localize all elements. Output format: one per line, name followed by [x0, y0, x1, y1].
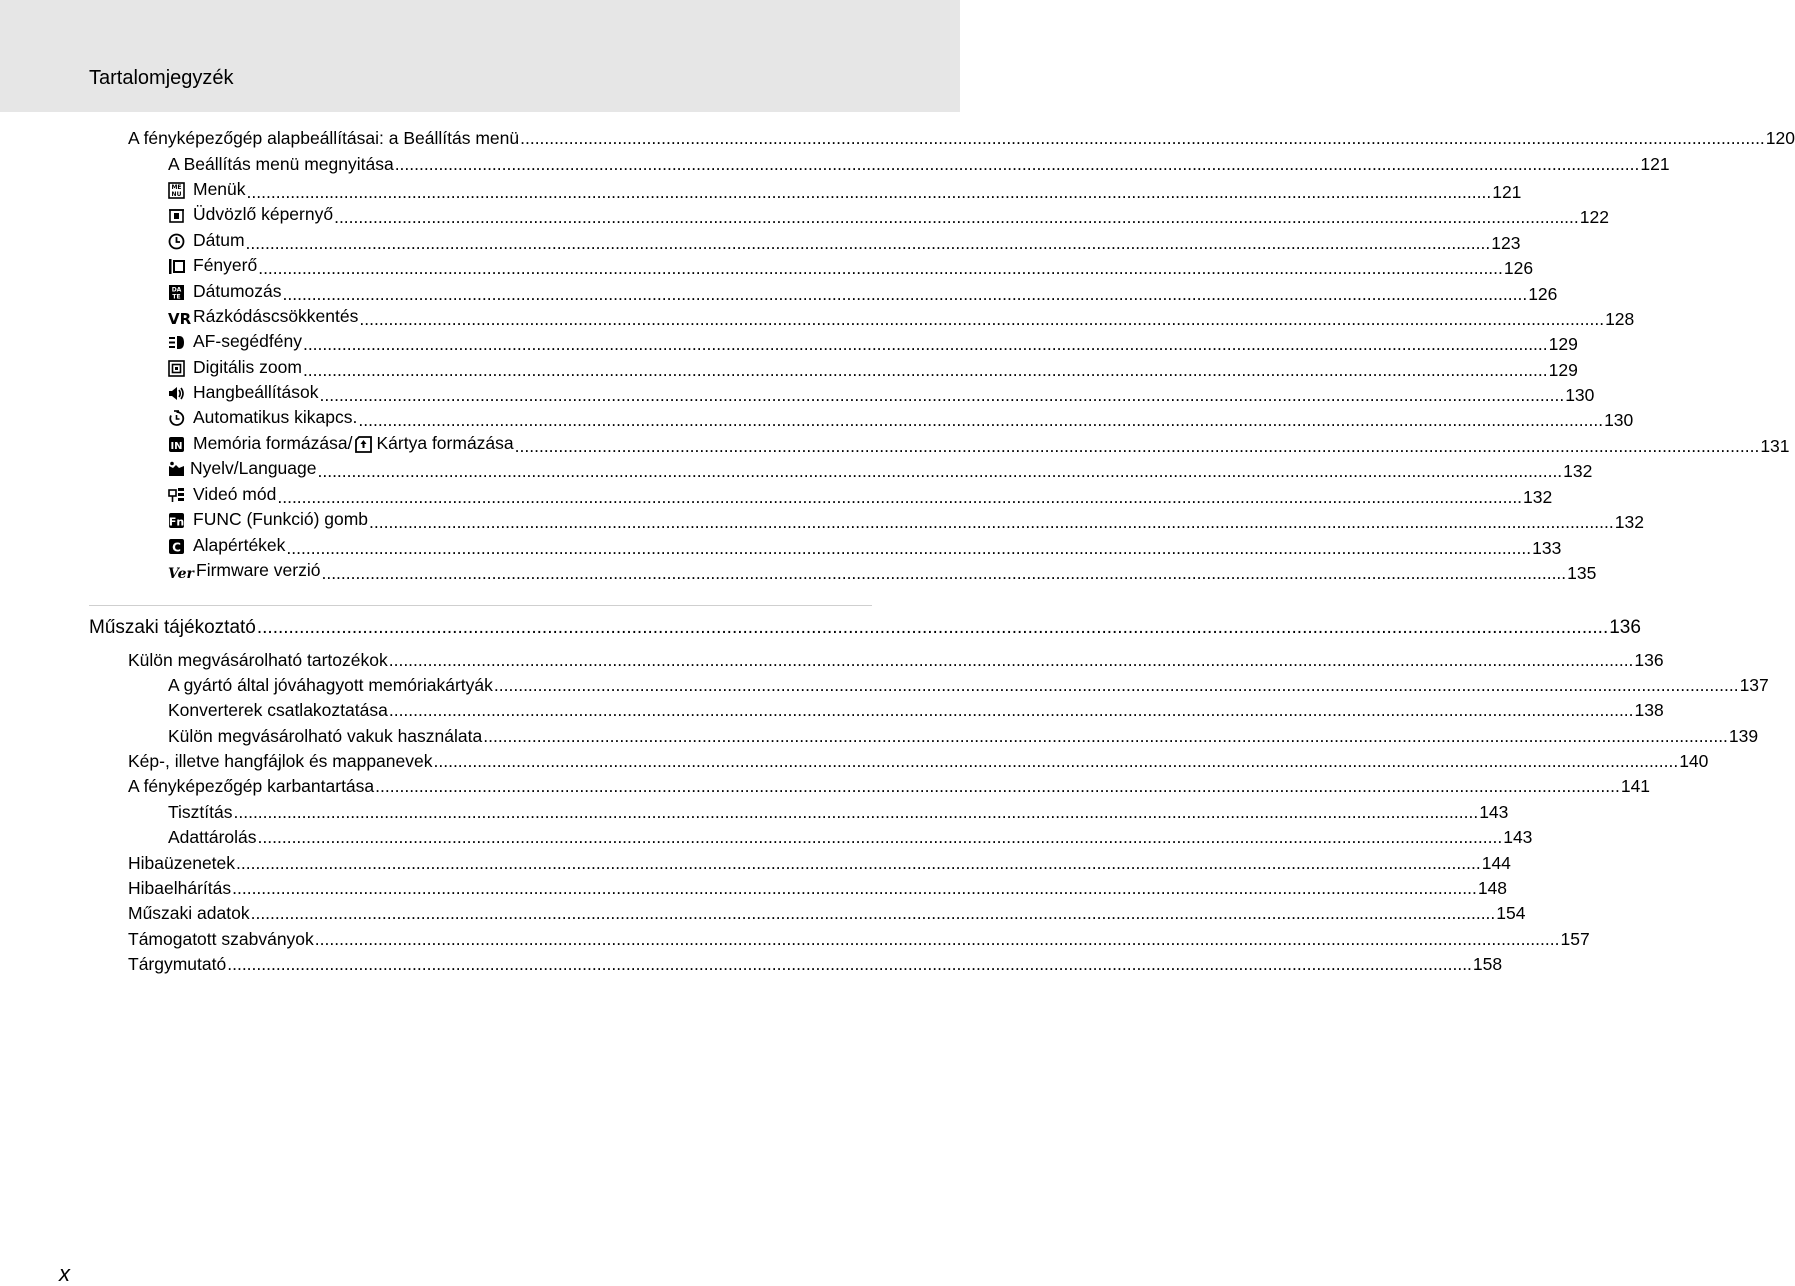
leader-dots: [359, 308, 1604, 330]
toc-entry-open-setup[interactable]: [168, 153, 1670, 175]
toc-entry-page: 158: [1472, 954, 1503, 974]
digital-zoom-icon: [168, 360, 185, 377]
toc-entry-optional-flash[interactable]: [168, 725, 1759, 747]
toc-entry-page: 141: [1620, 776, 1651, 796]
toc-entry-page: 139: [1728, 726, 1759, 746]
video-mode-icon: [168, 487, 185, 504]
toc-entry-label: Tárgymutató: [128, 954, 227, 974]
toc-entry-label: Konverterek csatlakoztatása: [168, 700, 388, 720]
leader-dots: [303, 359, 1548, 381]
leader-dots: [286, 537, 1531, 559]
toc-entry-cleaning[interactable]: [168, 801, 1509, 823]
toc-entry-label: A Beállítás menü megnyitása: [168, 154, 394, 174]
toc-entry-page: 137: [1739, 675, 1769, 695]
leader-dots: [303, 333, 1548, 355]
toc-entry-label: Üdvözlő képernyő: [193, 204, 334, 224]
toc-entry-label: A fényképezőgép alapbeállításai: a Beállítás menü: [128, 128, 520, 148]
leader-dots: [283, 283, 1528, 305]
toc-entry-page: 143: [1479, 802, 1509, 822]
toc-entry-label: Digitális zoom: [193, 357, 302, 377]
toc-entry-auto-off[interactable]: [168, 406, 1634, 431]
toc-entry-label: Videó mód: [193, 484, 277, 504]
svg-text:IN: IN: [170, 440, 183, 452]
leader-dots: [277, 486, 1522, 508]
toc-entry-page: 126: [1528, 283, 1558, 304]
toc-entry-page: 144: [1481, 853, 1511, 873]
toc-entry-label: Firmware verzió: [196, 560, 321, 580]
reset-icon: [168, 538, 185, 555]
toc-entry-label: A fényképezőgép karbantartása: [128, 776, 375, 796]
toc-entry-page: 122: [1579, 206, 1609, 227]
section-divider: [89, 605, 872, 606]
leader-dots: [317, 460, 1562, 482]
leader-dots: [520, 127, 1765, 149]
toc-entry-page: 148: [1477, 878, 1508, 898]
toc-entry-label: Támogatott szabványok: [128, 929, 314, 949]
clock-icon: [168, 233, 185, 250]
toc-entry-label: Hibaelhárítás: [128, 878, 232, 898]
toc-entry-label: Műszaki tájékoztató: [89, 617, 256, 638]
toc-entry-page: 136: [1609, 617, 1641, 638]
toc-entry-index[interactable]: [128, 953, 1503, 975]
leader-dots: [232, 877, 1477, 899]
toc-entry-page: 126: [1503, 257, 1534, 278]
toc-entry-label: Fényerő: [193, 255, 258, 275]
language-icon: [168, 461, 182, 478]
svg-text:ME: ME: [171, 183, 182, 191]
memory-card-icon: [355, 436, 372, 453]
leader-dots: [389, 649, 1634, 671]
toc-entry-page: 154: [1496, 903, 1526, 923]
toc-entry-label: Hangbeállítások: [193, 382, 319, 402]
toc-entry-af-assist[interactable]: [168, 330, 1578, 355]
leader-dots: [236, 852, 1481, 874]
toc-entry-optional-accessories[interactable]: [128, 649, 1664, 671]
page-number: x: [59, 1261, 70, 1286]
toc-entry-page: 131: [1760, 435, 1790, 456]
speaker-icon: [168, 385, 185, 402]
toc-entry-label: Alapértékek: [193, 535, 286, 555]
leader-dots: [257, 617, 1608, 639]
header-band: [0, 0, 960, 112]
leader-dots: [321, 562, 1566, 584]
svg-text:VR: VR: [168, 309, 192, 328]
toc-entry-page: 121: [1640, 154, 1670, 174]
toc-entry-approved-cards[interactable]: [168, 674, 1769, 696]
toc-entry-page: 128: [1605, 308, 1635, 329]
svg-text:NU: NU: [171, 190, 182, 198]
leader-dots: [258, 257, 1503, 279]
toc-entry-page: 129: [1548, 359, 1578, 380]
toc-entry-file-names[interactable]: [128, 750, 1709, 772]
toc-entry-label: Memória formázása/: [193, 433, 353, 453]
toc-entry-label: Rázkódáscsökkentés: [193, 306, 359, 326]
toc-entry-func-button[interactable]: [168, 508, 1644, 533]
toc-entry-page: 123: [1491, 232, 1521, 253]
vr-icon: [168, 309, 192, 328]
menu-icon: [168, 182, 185, 199]
toc-entry-language[interactable]: [168, 457, 1593, 482]
toc-entry-label: FUNC (Funkció) gomb: [193, 509, 369, 529]
toc-entry-specifications[interactable]: [128, 902, 1526, 924]
toc-entry-digital-zoom[interactable]: [168, 356, 1578, 381]
toc-entry-label-card: Kártya formázása: [376, 433, 514, 453]
toc-entry-page: 138: [1634, 700, 1664, 720]
leader-dots: [389, 699, 1634, 721]
leader-dots: [315, 928, 1560, 950]
leader-dots: [434, 750, 1679, 772]
toc-entry-camera-care[interactable]: [128, 775, 1651, 797]
leader-dots: [494, 674, 1739, 696]
toc-entry-error-messages[interactable]: [128, 852, 1511, 874]
toc-entry-video-mode[interactable]: [168, 483, 1553, 508]
leader-dots: [375, 775, 1620, 797]
toc-entry-menus[interactable]: [168, 178, 1522, 203]
toc-entry-setup-menu[interactable]: [128, 127, 1795, 149]
toc-entry-label: Automatikus kikapcs.: [193, 407, 358, 427]
welcome-screen-icon: [168, 207, 185, 224]
toc-section-technical-notes[interactable]: [89, 617, 1641, 639]
leader-dots: [395, 153, 1640, 175]
toc-entry-label: Műszaki adatok: [128, 903, 250, 923]
svg-text:Ver: Ver: [168, 565, 194, 582]
toc-entry-page: 136: [1634, 650, 1664, 670]
toc-entry-page: 140: [1679, 751, 1709, 771]
leader-dots: [251, 902, 1496, 924]
toc-entry-page: 132: [1614, 511, 1644, 532]
toc-entry-date[interactable]: [168, 229, 1521, 254]
toc-entry-troubleshooting[interactable]: [128, 877, 1508, 899]
toc-entry-label: Nyelv/Language: [190, 458, 317, 478]
svg-text:C: C: [172, 540, 181, 554]
leader-dots: [515, 435, 1760, 457]
leader-dots: [358, 409, 1603, 431]
toc-entry-label: Adattárolás: [168, 827, 257, 847]
toc-entry-label: Hibaüzenetek: [128, 853, 236, 873]
toc-entry-label: Dátum: [193, 230, 245, 250]
toc-entry-converters[interactable]: [168, 699, 1664, 721]
leader-dots: [227, 953, 1472, 975]
svg-text:TE: TE: [172, 293, 181, 300]
leader-dots: [483, 725, 1728, 747]
toc-entry-label: Kép-, illetve hangfájlok és mappanevek: [128, 751, 433, 771]
toc-entry-page: 135: [1567, 562, 1597, 583]
internal-memory-icon: [168, 436, 185, 453]
svg-text:Fn: Fn: [168, 515, 185, 528]
toc-entry-reset-all[interactable]: [168, 534, 1562, 559]
toc-entry-sound-settings[interactable]: [168, 381, 1595, 406]
func-icon: [168, 512, 185, 529]
toc-entry-page: 129: [1548, 333, 1578, 354]
svg-text:DA: DA: [171, 286, 182, 293]
toc-entry-page: 143: [1503, 827, 1533, 847]
toc-entry-date-imprint[interactable]: [168, 280, 1558, 305]
leader-dots: [234, 801, 1479, 823]
leader-dots: [247, 181, 1492, 203]
toc-entry-supported-standards[interactable]: [128, 928, 1590, 950]
toc-entry-page: 130: [1565, 384, 1595, 405]
toc-entry-label: Tisztítás: [168, 802, 233, 822]
toc-entry-label: A gyártó által jóváhagyott memóriakártyák: [168, 675, 493, 695]
toc-entry-label: Menük: [193, 179, 246, 199]
toc-entry-firmware[interactable]: [168, 559, 1597, 584]
toc-entry-storage[interactable]: [168, 826, 1533, 848]
toc-entry-page: 132: [1563, 460, 1593, 481]
leader-dots: [369, 511, 1614, 533]
date-imprint-icon: [168, 284, 185, 301]
toc-entry-label: Külön megvásárolható vakuk használata: [168, 726, 483, 746]
leader-dots: [258, 826, 1503, 848]
brightness-icon: [168, 258, 185, 275]
leader-dots: [334, 206, 1579, 228]
toc-entry-page: 157: [1560, 929, 1590, 949]
toc-entry-page: 120: [1765, 128, 1795, 148]
page-title: Tartalomjegyzék: [89, 67, 234, 89]
leader-dots: [246, 232, 1491, 254]
firmware-icon: [168, 563, 194, 582]
toc-entry-page: 121: [1492, 181, 1522, 202]
af-assist-icon: [168, 334, 185, 351]
toc-entry-page: 130: [1604, 409, 1634, 430]
toc-entry-page: 132: [1523, 486, 1553, 507]
toc-entry-label: AF-segédfény: [193, 331, 302, 351]
toc-entry-label: Dátumozás: [193, 281, 282, 301]
toc-entry-vibration-reduction[interactable]: [168, 305, 1635, 330]
toc-entry-label: Külön megvásárolható tartozékok: [128, 650, 388, 670]
toc-entry-welcome-screen[interactable]: [168, 203, 1609, 228]
toc-entry-page: 133: [1532, 537, 1562, 558]
auto-off-icon: [168, 410, 185, 427]
toc-entry-brightness[interactable]: [168, 254, 1534, 279]
toc-entry-format-memory[interactable]: [168, 432, 1790, 457]
leader-dots: [320, 384, 1565, 406]
